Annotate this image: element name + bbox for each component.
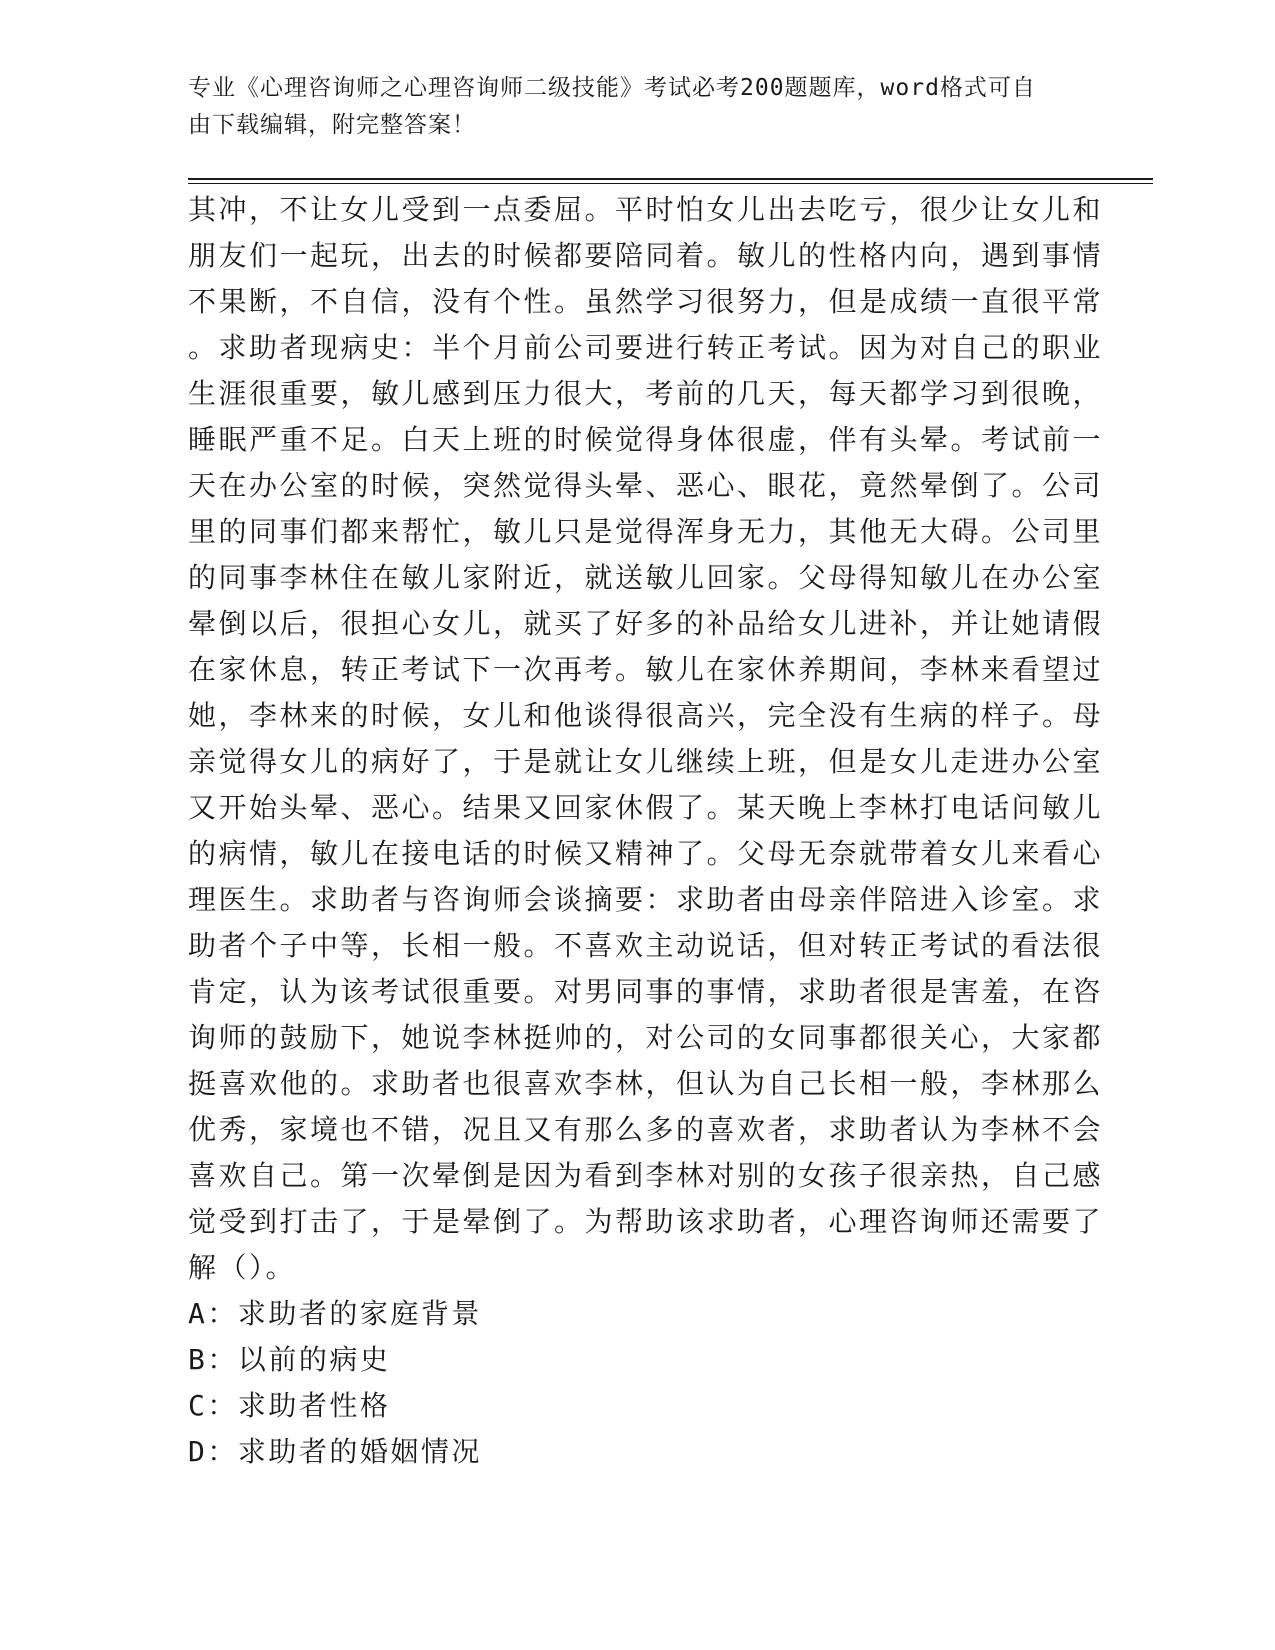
question-line: 挺喜欢他的。求助者也很喜欢李林，但认为自己长相一般，李林那么 [188,1067,1104,1100]
question-line: 在家休息，转正考试下一次再考。敏儿在家休养期间，李林来看望过 [188,653,1104,686]
question-line: 里的同事们都来帮忙，敏儿只是觉得浑身无力，其他无大碍。公司里 [188,515,1104,548]
question-line: 优秀，家境也不错，况且又有那么多的喜欢者，求助者认为李林不会 [188,1113,1104,1146]
question-line: 其冲，不让女儿受到一点委屈。平时怕女儿出去吃亏，很少让女儿和 [188,193,1104,226]
question-line: 。求助者现病史：半个月前公司要进行转正考试。因为对自己的职业 [188,331,1104,364]
option-d: D：求助者的婚姻情况 [188,1435,482,1468]
question-line: 喜欢自己。第一次晕倒是因为看到李林对别的女孩子很亲热，自己感 [188,1159,1104,1192]
option-b: B：以前的病史 [188,1343,391,1376]
question-line: 解（）。 [188,1251,297,1284]
header-line-1: 专业《心理咨询师之心理咨询师二级技能》考试必考200题题库，word格式可自 [188,75,1036,101]
question-line: 生涯很重要，敏儿感到压力很大，考前的几天，每天都学习到很晚， [188,377,1104,410]
question-body [188,187,1104,1475]
question-line: 睡眠严重不足。白天上班的时候觉得身体很虚，伴有头晕。考试前一 [188,423,1104,456]
question-line: 又开始头晕、恶心。结果又回家休假了。某天晚上李林打电话问敏儿 [188,791,1104,824]
question-line: 的同事李林住在敏儿家附近，就送敏儿回家。父母得知敏儿在办公室 [188,561,1104,594]
question-line: 天在办公室的时候，突然觉得头晕、恶心、眼花，竟然晕倒了。公司 [188,469,1104,502]
question-line: 不果断，不自信，没有个性。虽然学习很努力，但是成绩一直很平常 [188,285,1104,318]
question-line: 肯定，认为该考试很重要。对男同事的事情，求助者很是害羞，在咨 [188,975,1104,1008]
question-line: 理医生。求助者与咨询师会谈摘要：求助者由母亲伴陪进入诊室。求 [188,883,1104,916]
question-line: 亲觉得女儿的病好了，于是就让女儿继续上班，但是女儿走进办公室 [188,745,1104,778]
document-header [188,70,1068,144]
option-a: A：求助者的家庭背景 [188,1297,482,1330]
question-line: 朋友们一起玩，出去的时候都要陪同着。敏儿的性格内向，遇到事情 [188,239,1104,272]
question-line: 的病情，敏儿在接电话的时候又精神了。父母无奈就带着女儿来看心 [188,837,1104,870]
question-line: 她，李林来的时候，女儿和他谈得很高兴，完全没有生病的样子。母 [188,699,1104,732]
option-c: C：求助者性格 [188,1389,391,1422]
question-line: 晕倒以后，很担心女儿，就买了好多的补品给女儿进补，并让她请假 [188,607,1104,640]
question-line: 询师的鼓励下，她说李林挺帅的，对公司的女同事都很关心，大家都 [188,1021,1104,1054]
header-divider-thick [188,178,1153,180]
question-line: 觉受到打击了，于是晕倒了。为帮助该求助者，心理咨询师还需要了 [188,1205,1104,1238]
header-line-2: 由下载编辑，附完整答案！ [188,112,476,138]
question-line: 助者个子中等，长相一般。不喜欢主动说话，但对转正考试的看法很 [188,929,1104,962]
header-divider-thin [188,183,1153,184]
